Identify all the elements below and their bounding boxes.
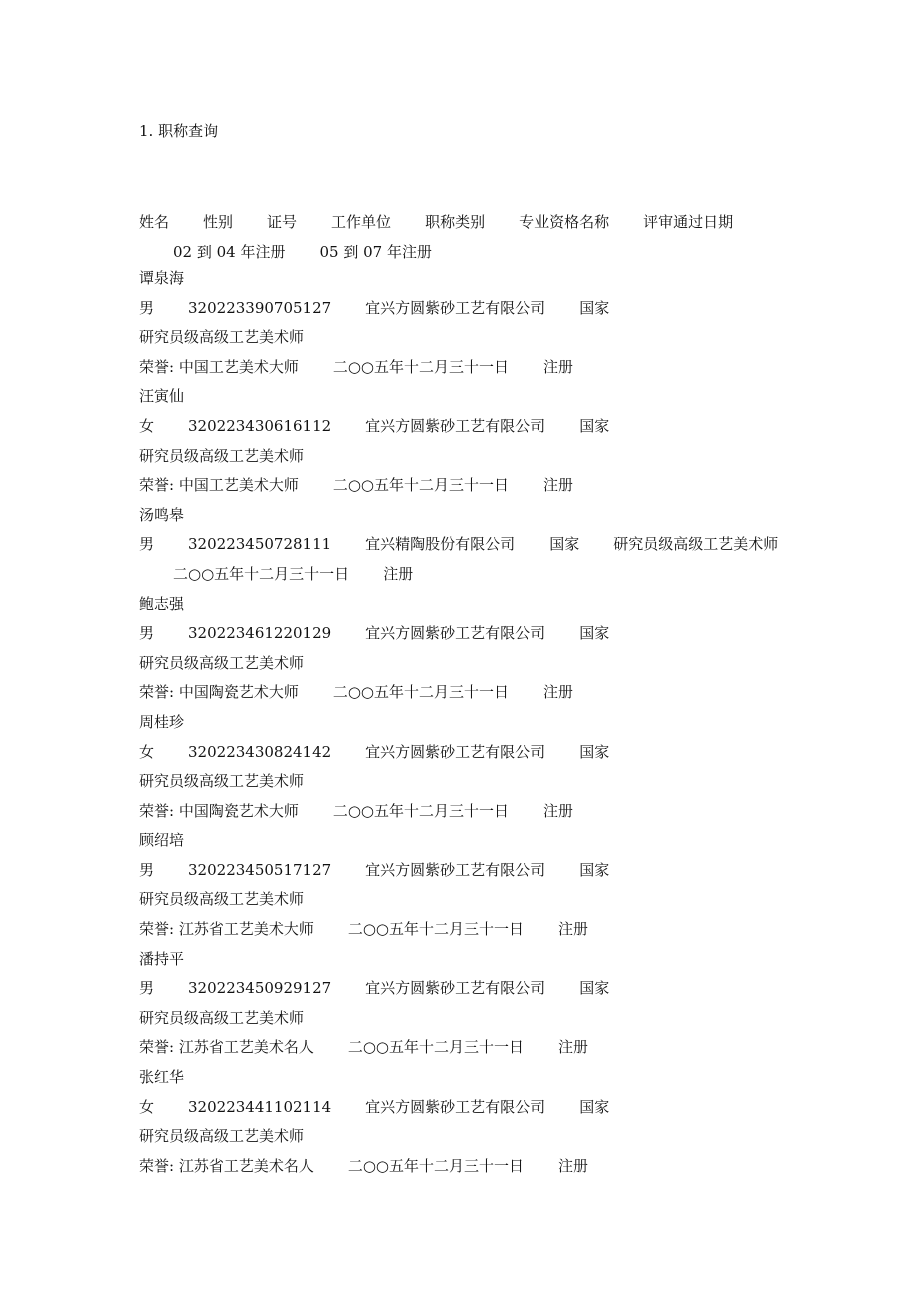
record-category: 国家 bbox=[579, 860, 610, 879]
column-header-reg-02-04: 02 到 04 年注册 bbox=[173, 243, 286, 261]
record-id: 320223450929127 bbox=[188, 979, 332, 998]
record-id: 320223450728111 bbox=[188, 535, 332, 554]
record-id: 320223450517127 bbox=[188, 860, 332, 879]
record-honor-line bbox=[139, 915, 789, 945]
record-detail-line bbox=[139, 619, 789, 678]
column-header-reg-05-07: 05 到 07 年注册 bbox=[319, 243, 432, 261]
record-id: 320223430824142 bbox=[188, 742, 332, 761]
record-unit: 宜兴方圆紫砂工艺有限公司 bbox=[365, 860, 546, 879]
record-date: 二○○五年十二月三十一日 bbox=[332, 476, 510, 495]
record-title: 研究员级高级工艺美术师 bbox=[139, 446, 305, 465]
record-registration: 注册 bbox=[383, 564, 414, 583]
record-gender: 男 bbox=[139, 979, 155, 998]
record-category: 国家 bbox=[579, 298, 610, 317]
record-gender: 女 bbox=[139, 742, 155, 761]
record-date: 二○○五年十二月三十一日 bbox=[347, 1038, 525, 1057]
record-title: 研究员级高级工艺美术师 bbox=[139, 328, 305, 347]
column-header-date: 评审通过日期 bbox=[643, 213, 734, 231]
record-honor-line bbox=[139, 353, 789, 383]
record-name: 汤鸣皋 bbox=[139, 505, 185, 524]
record-title: 研究员级高级工艺美术师 bbox=[139, 1008, 305, 1027]
record-category: 国家 bbox=[579, 742, 610, 761]
record-id: 320223441102114 bbox=[188, 1097, 332, 1116]
record-gender: 男 bbox=[139, 860, 155, 879]
record-detail-line bbox=[139, 412, 789, 471]
section-heading: 1. 职称查询 bbox=[139, 122, 219, 140]
record-registration: 注册 bbox=[543, 683, 574, 702]
record-honor-line bbox=[139, 797, 789, 827]
record-detail-line bbox=[139, 974, 789, 1033]
record-honor: 荣誉: 中国工艺美术大师 bbox=[139, 357, 299, 376]
record-gender: 男 bbox=[139, 298, 155, 317]
record-honor-line bbox=[139, 678, 789, 708]
record-name: 顾绍培 bbox=[139, 831, 185, 850]
record-gender: 男 bbox=[139, 624, 155, 643]
record-honor: 荣誉: 中国工艺美术大师 bbox=[139, 476, 299, 495]
record-registration: 注册 bbox=[543, 801, 574, 820]
column-header-id: 证号 bbox=[267, 213, 298, 231]
record-list bbox=[139, 264, 789, 1181]
record-category: 国家 bbox=[549, 535, 580, 554]
record-detail-line bbox=[139, 1093, 789, 1152]
record-id: 320223461220129 bbox=[188, 624, 332, 643]
record-unit: 宜兴方圆紫砂工艺有限公司 bbox=[365, 1097, 546, 1116]
record-id: 320223430616112 bbox=[188, 416, 332, 435]
record-id: 320223390705127 bbox=[188, 298, 332, 317]
record-date: 二○○五年十二月三十一日 bbox=[332, 683, 510, 702]
record-registration: 注册 bbox=[558, 1038, 589, 1057]
record-honor: 荣誉: 江苏省工艺美术大师 bbox=[139, 920, 314, 939]
record-unit: 宜兴方圆紫砂工艺有限公司 bbox=[365, 979, 546, 998]
record-honor: 荣誉: 江苏省工艺美术名人 bbox=[139, 1038, 314, 1057]
record-category: 国家 bbox=[579, 1097, 610, 1116]
record-detail-line bbox=[139, 294, 789, 353]
record-honor: 荣誉: 江苏省工艺美术名人 bbox=[139, 1156, 314, 1175]
record-date-line bbox=[139, 560, 789, 590]
record-category: 国家 bbox=[579, 416, 610, 435]
column-header-row bbox=[139, 207, 789, 267]
record-title: 研究员级高级工艺美术师 bbox=[139, 772, 305, 791]
record-registration: 注册 bbox=[558, 1156, 589, 1175]
record-registration: 注册 bbox=[543, 476, 574, 495]
column-header-qualification: 专业资格名称 bbox=[519, 213, 610, 231]
record-name: 鲍志强 bbox=[139, 594, 185, 613]
record-honor: 荣誉: 中国陶瓷艺术大师 bbox=[139, 801, 299, 820]
record-detail-line bbox=[139, 856, 789, 915]
record-date: 二○○五年十二月三十一日 bbox=[347, 920, 525, 939]
record-gender: 女 bbox=[139, 1097, 155, 1116]
record-date: 二○○五年十二月三十一日 bbox=[332, 357, 510, 376]
record-registration: 注册 bbox=[558, 920, 589, 939]
record-title: 研究员级高级工艺美术师 bbox=[613, 535, 779, 554]
record-name: 张红华 bbox=[139, 1068, 185, 1087]
record-honor-line bbox=[139, 1033, 789, 1063]
record-unit: 宜兴方圆紫砂工艺有限公司 bbox=[365, 624, 546, 643]
record-date: 二○○五年十二月三十一日 bbox=[347, 1156, 525, 1175]
record-unit: 宜兴方圆紫砂工艺有限公司 bbox=[365, 298, 546, 317]
record-title: 研究员级高级工艺美术师 bbox=[139, 653, 305, 672]
record-date: 二○○五年十二月三十一日 bbox=[173, 564, 350, 583]
record-category: 国家 bbox=[579, 624, 610, 643]
record-honor-line bbox=[139, 471, 789, 501]
record-title: 研究员级高级工艺美术师 bbox=[139, 890, 305, 909]
column-header-unit: 工作单位 bbox=[331, 213, 392, 231]
record-name: 周桂珍 bbox=[139, 712, 185, 731]
column-header-category: 职称类别 bbox=[425, 213, 486, 231]
column-header-name: 姓名 bbox=[139, 213, 170, 231]
record-detail-line bbox=[139, 738, 789, 797]
record-registration: 注册 bbox=[543, 357, 574, 376]
record-category: 国家 bbox=[579, 979, 610, 998]
record-title: 研究员级高级工艺美术师 bbox=[139, 1127, 305, 1146]
record-unit: 宜兴方圆紫砂工艺有限公司 bbox=[365, 416, 546, 435]
record-honor-line bbox=[139, 1152, 789, 1182]
record-name: 汪寅仙 bbox=[139, 387, 185, 406]
record-name: 谭泉海 bbox=[139, 269, 185, 287]
record-detail-line bbox=[139, 530, 789, 560]
record-gender: 女 bbox=[139, 416, 155, 435]
record-name: 潘持平 bbox=[139, 949, 185, 968]
record-unit: 宜兴方圆紫砂工艺有限公司 bbox=[365, 742, 546, 761]
record-honor: 荣誉: 中国陶瓷艺术大师 bbox=[139, 683, 299, 702]
record-unit: 宜兴精陶股份有限公司 bbox=[365, 535, 516, 554]
record-date: 二○○五年十二月三十一日 bbox=[332, 801, 510, 820]
record-gender: 男 bbox=[139, 535, 155, 554]
column-header-gender: 性别 bbox=[203, 213, 234, 231]
